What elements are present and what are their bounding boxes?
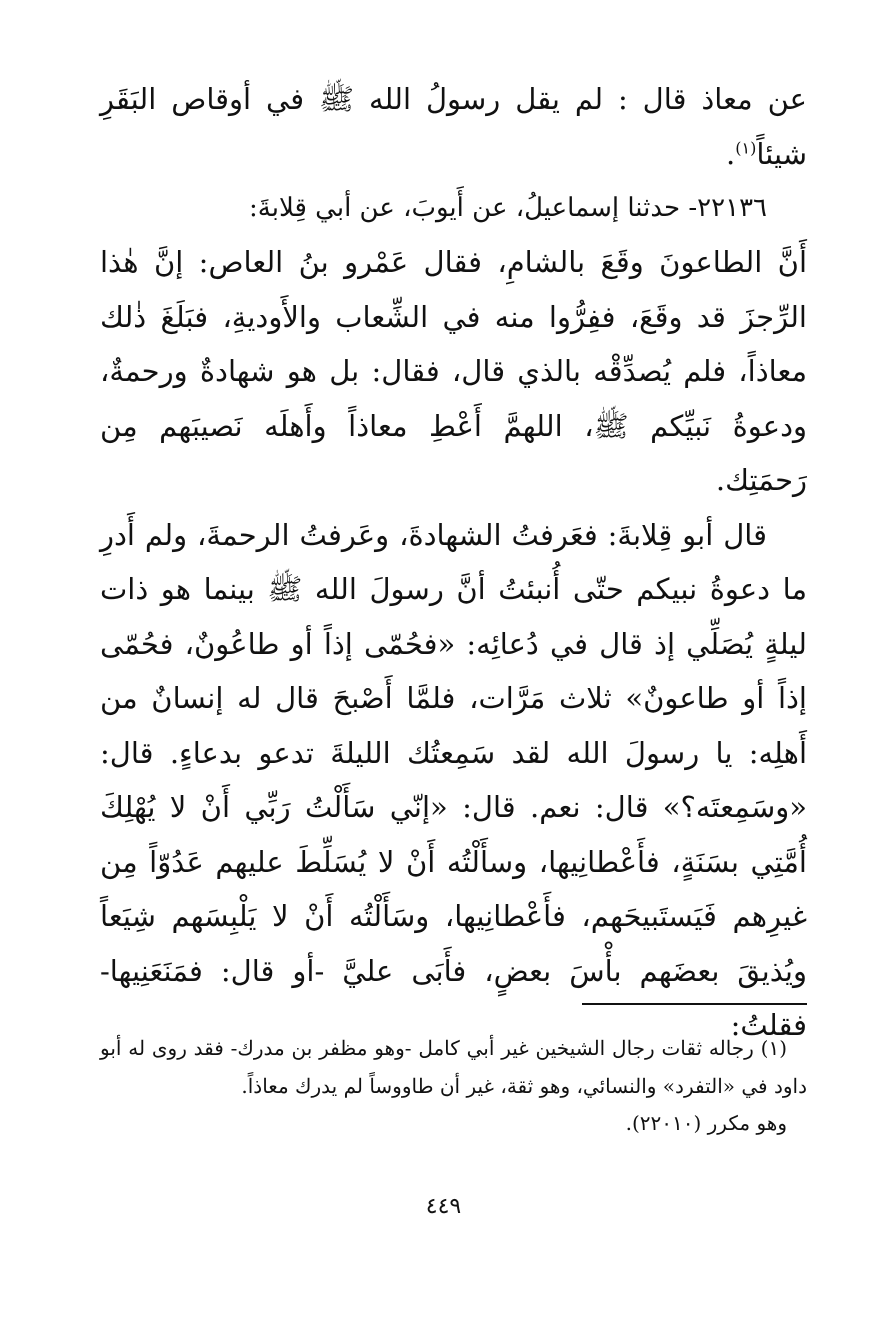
paragraph-muadh-end: . (726, 136, 736, 171)
paragraph-abu-qilaba: قال أبو قِلابةَ: فعَرفتُ الشهادةَ، وعَرفتُ الرحمةَ، ولم أَدرِ ما دعوةُ نبيكم حتّى أُنبئتُ أنَّ رسولَ الله ﷺ بينما هو ذات ليلةٍ يُصَلِّي إذ قال في دُعائِه: «فحُمّى إذاً أو طاعُونٌ، فحُمّى إذاً أو طاعونٌ» ثلاث مَرَّات، فلمَّا أَصْبحَ قال له إنسانٌ من أَهلِه: يا رسولَ الله لقد سَمِعتُك الليلةَ تدعو بدعاءٍ. قال: «وسَمِعتَه؟» قال: نعم. قال: «إنّي سَأَلْتُ رَبِّي أَنْ لا يُهْلِكَ أُمَّتِي بسَنَةٍ، فأَعْطانِيها، وسأَلْتُه أَنْ لا يُسَلِّطَ عليهم عَدُوّاً مِن غيرِهم فَيَستَبيحَهم، فأَعْطانِيها، وسَأَلْتُه أَنْ لا يَلْبِسَهم شِيَعاً ويُذيقَ بعضَهم بأْسَ بعضٍ، فأَبَى عليَّ -أو قال: فمَنَعَنِيها- فقلتُ: (100, 517, 807, 1042)
paragraph-plague: أَنَّ الطاعونَ وقَعَ بالشامِ، فقال عَمْرو بنُ العاص: إنَّ هٰذا الرِّجزَ قد وقَعَ، ففِرُّوا منه في الشِّعاب والأَوديةِ، فبَلَغَ ذٰلك معاذاً، فلم يُصدِّقْه بالذي قال، فقال: بل هو شهادةٌ ورحمةٌ، ودعوةُ نَبيِّكم ﷺ، اللهمَّ أَعْطِ معاذاً وأَهلَه نَصيبَهم مِن رَحمَتِك. (100, 245, 807, 497)
hadith-heading: ٢٢١٣٦- حدثنا إسماعيلُ، عن أَيوبَ، عن أبي قِلابةَ: (249, 193, 767, 223)
footnote-marker: (١) (735, 137, 757, 157)
footnote-1: (١) رجاله ثقات رجال الشيخين غير أبي كامل -وهو مظفر بن مدرك- فقد روى له أبو داود في «التفرد» والنسائي، وهو ثقة، غير أن طاووساً لم يدرك معاذاً. (100, 1036, 807, 1098)
page-number: ٤٤٩ (425, 1194, 462, 1219)
footnotes-block (100, 1030, 807, 1143)
paragraph-muadh (100, 72, 807, 181)
footnote-repeat-note: وهو مكرر (٢٢٠١٠). (625, 1111, 787, 1135)
main-text-block (100, 72, 807, 1053)
paragraph-muadh-text: عن معاذ قال : لم يقل رسولُ الله ﷺ في أوقاص البَقَرِ شيئاً (100, 82, 807, 171)
footnote-divider (582, 1003, 807, 1005)
